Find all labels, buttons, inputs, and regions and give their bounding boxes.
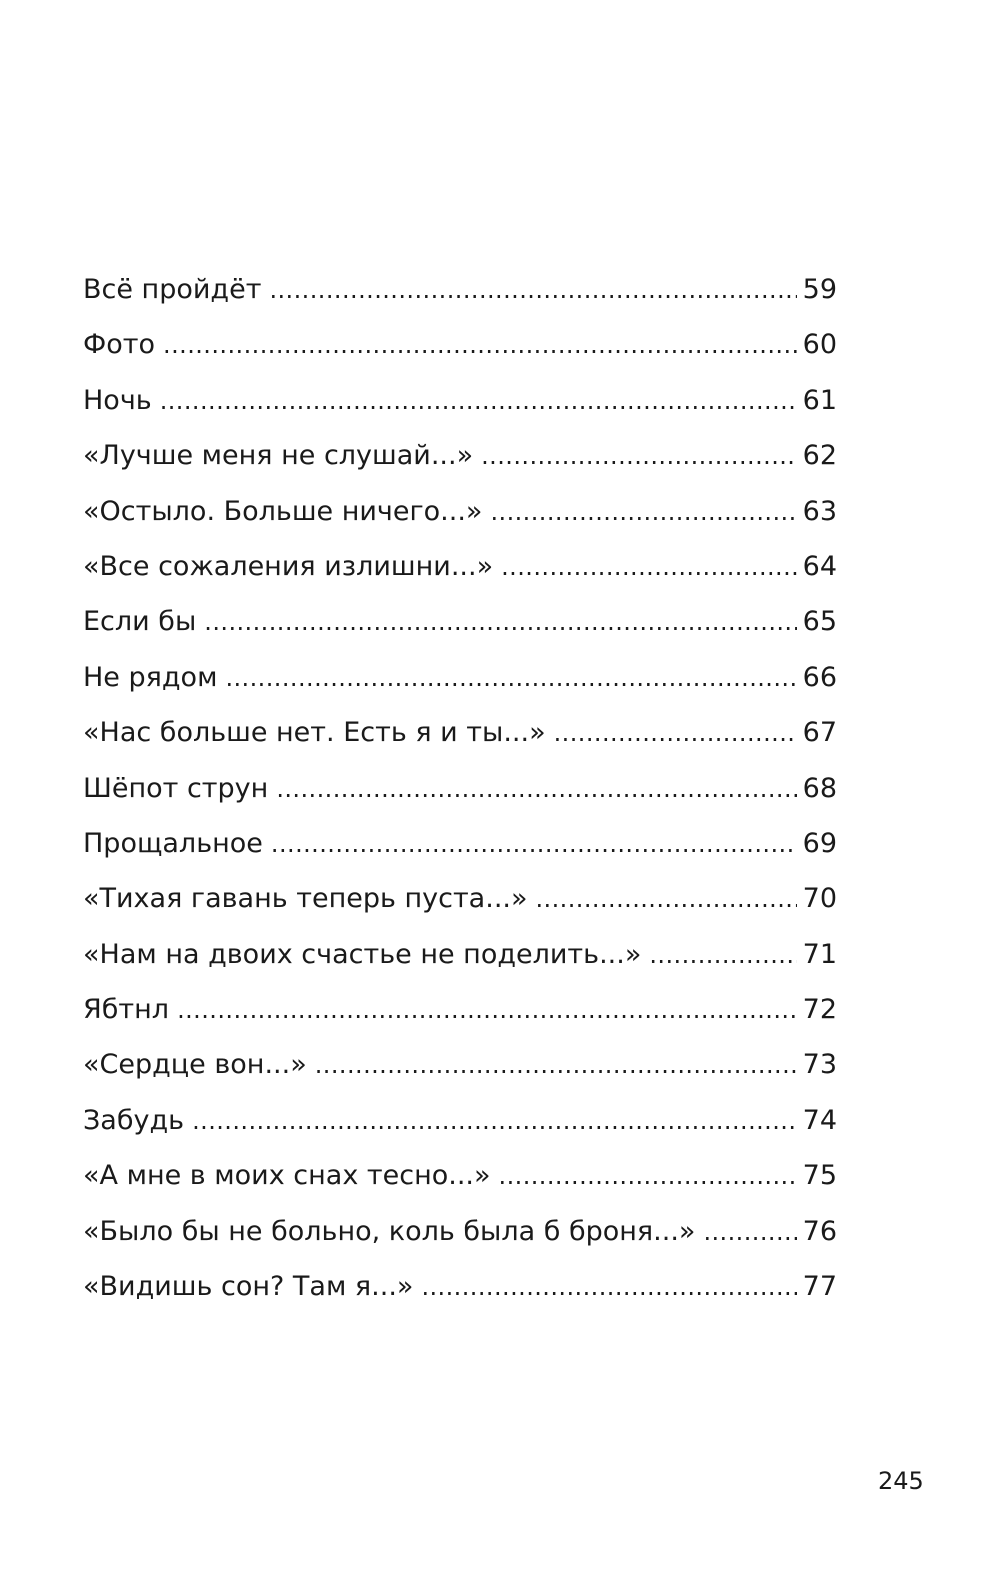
toc-entry[interactable] (83, 262, 837, 317)
dot-leader (271, 817, 797, 872)
toc-entry-title: «А мне в моих снах тесно...» (83, 1160, 491, 1192)
toc-entry[interactable] (83, 816, 837, 871)
toc-entry-title: «Нам на двоих счастье не поделить...» (83, 938, 642, 970)
toc-entry-page: 62 (802, 440, 837, 472)
toc-entry-page: 72 (802, 994, 837, 1026)
dot-leader (160, 374, 797, 429)
toc-entry[interactable] (83, 1093, 837, 1148)
table-of-contents (83, 262, 837, 1314)
toc-entry-page: 68 (802, 772, 837, 804)
dot-leader (554, 706, 797, 761)
dot-leader (481, 429, 797, 484)
dot-leader (177, 983, 797, 1038)
toc-entry-title: Если бы (83, 606, 197, 638)
dot-leader (421, 1260, 797, 1315)
toc-entry-page: 76 (802, 1215, 837, 1247)
toc-entry-page: 61 (802, 384, 837, 416)
toc-entry[interactable] (83, 982, 837, 1037)
dot-leader (192, 1094, 797, 1149)
toc-entry-title: Прощальное (83, 827, 263, 859)
toc-entry-title: «Остыло. Больше ничего...» (83, 495, 483, 527)
dot-leader (490, 485, 797, 540)
toc-entry-page: 60 (802, 329, 837, 361)
dot-leader (204, 595, 797, 650)
toc-entry-page: 71 (802, 938, 837, 970)
toc-entry-title: Фото (83, 329, 156, 361)
dot-leader (276, 762, 797, 817)
dot-leader (703, 1205, 797, 1260)
toc-entry-page: 73 (802, 1049, 837, 1081)
toc-entry-page: 74 (802, 1104, 837, 1136)
toc-entry-page: 77 (802, 1271, 837, 1303)
toc-entry-title: «Было бы не больно, коль была б броня...» (83, 1215, 696, 1247)
toc-entry[interactable] (83, 1148, 837, 1203)
toc-entry[interactable] (83, 871, 837, 926)
toc-entry[interactable] (83, 594, 837, 649)
toc-entry-title: Всё пройдёт (83, 274, 262, 305)
toc-entry-title: «Сердце вон...» (83, 1049, 307, 1081)
toc-entry-title: «Видишь сон? Там я...» (83, 1271, 414, 1303)
toc-entry[interactable] (83, 539, 837, 594)
dot-leader (163, 318, 797, 373)
page-number: 245 (878, 1467, 924, 1495)
toc-entry[interactable] (83, 650, 837, 705)
toc-entry-title: «Тихая гавань теперь пуста...» (83, 883, 528, 915)
dot-leader (501, 540, 797, 595)
toc-entry[interactable] (83, 1259, 837, 1314)
dot-leader (269, 263, 797, 318)
toc-entry-page: 70 (802, 883, 837, 915)
toc-entry-page: 63 (802, 495, 837, 527)
toc-entry-page: 59 (802, 274, 837, 305)
toc-entry-title: «Все сожаления излишни...» (83, 550, 494, 582)
dot-leader (499, 1149, 797, 1204)
toc-entry[interactable] (83, 705, 837, 760)
toc-entry-title: Не рядом (83, 661, 218, 693)
toc-entry-page: 67 (802, 717, 837, 749)
dot-leader (649, 928, 797, 983)
toc-entry-title: Ночь (83, 384, 152, 416)
toc-entry[interactable] (83, 484, 837, 539)
toc-entry[interactable] (83, 1037, 837, 1092)
toc-entry-page: 64 (802, 550, 837, 582)
toc-entry[interactable] (83, 373, 837, 428)
toc-entry-page: 66 (802, 661, 837, 693)
toc-entry[interactable] (83, 927, 837, 982)
toc-entry-title: Забудь (83, 1104, 185, 1136)
toc-entry-title: «Нас больше нет. Есть я и ты...» (83, 717, 546, 749)
toc-entry[interactable] (83, 428, 837, 483)
toc-entry-page: 69 (802, 827, 837, 859)
toc-entry[interactable] (83, 1204, 837, 1259)
toc-entry-title: «Лучше меня не слушай...» (83, 440, 474, 472)
toc-entry[interactable] (83, 317, 837, 372)
toc-entry-page: 65 (802, 606, 837, 638)
toc-entry-title: Шёпот струн (83, 772, 269, 804)
dot-leader (536, 872, 798, 927)
toc-entry[interactable] (83, 761, 837, 816)
toc-entry-title: Ябтнл (83, 994, 170, 1026)
dot-leader (225, 651, 797, 706)
toc-entry-page: 75 (802, 1160, 837, 1192)
dot-leader (315, 1038, 797, 1093)
